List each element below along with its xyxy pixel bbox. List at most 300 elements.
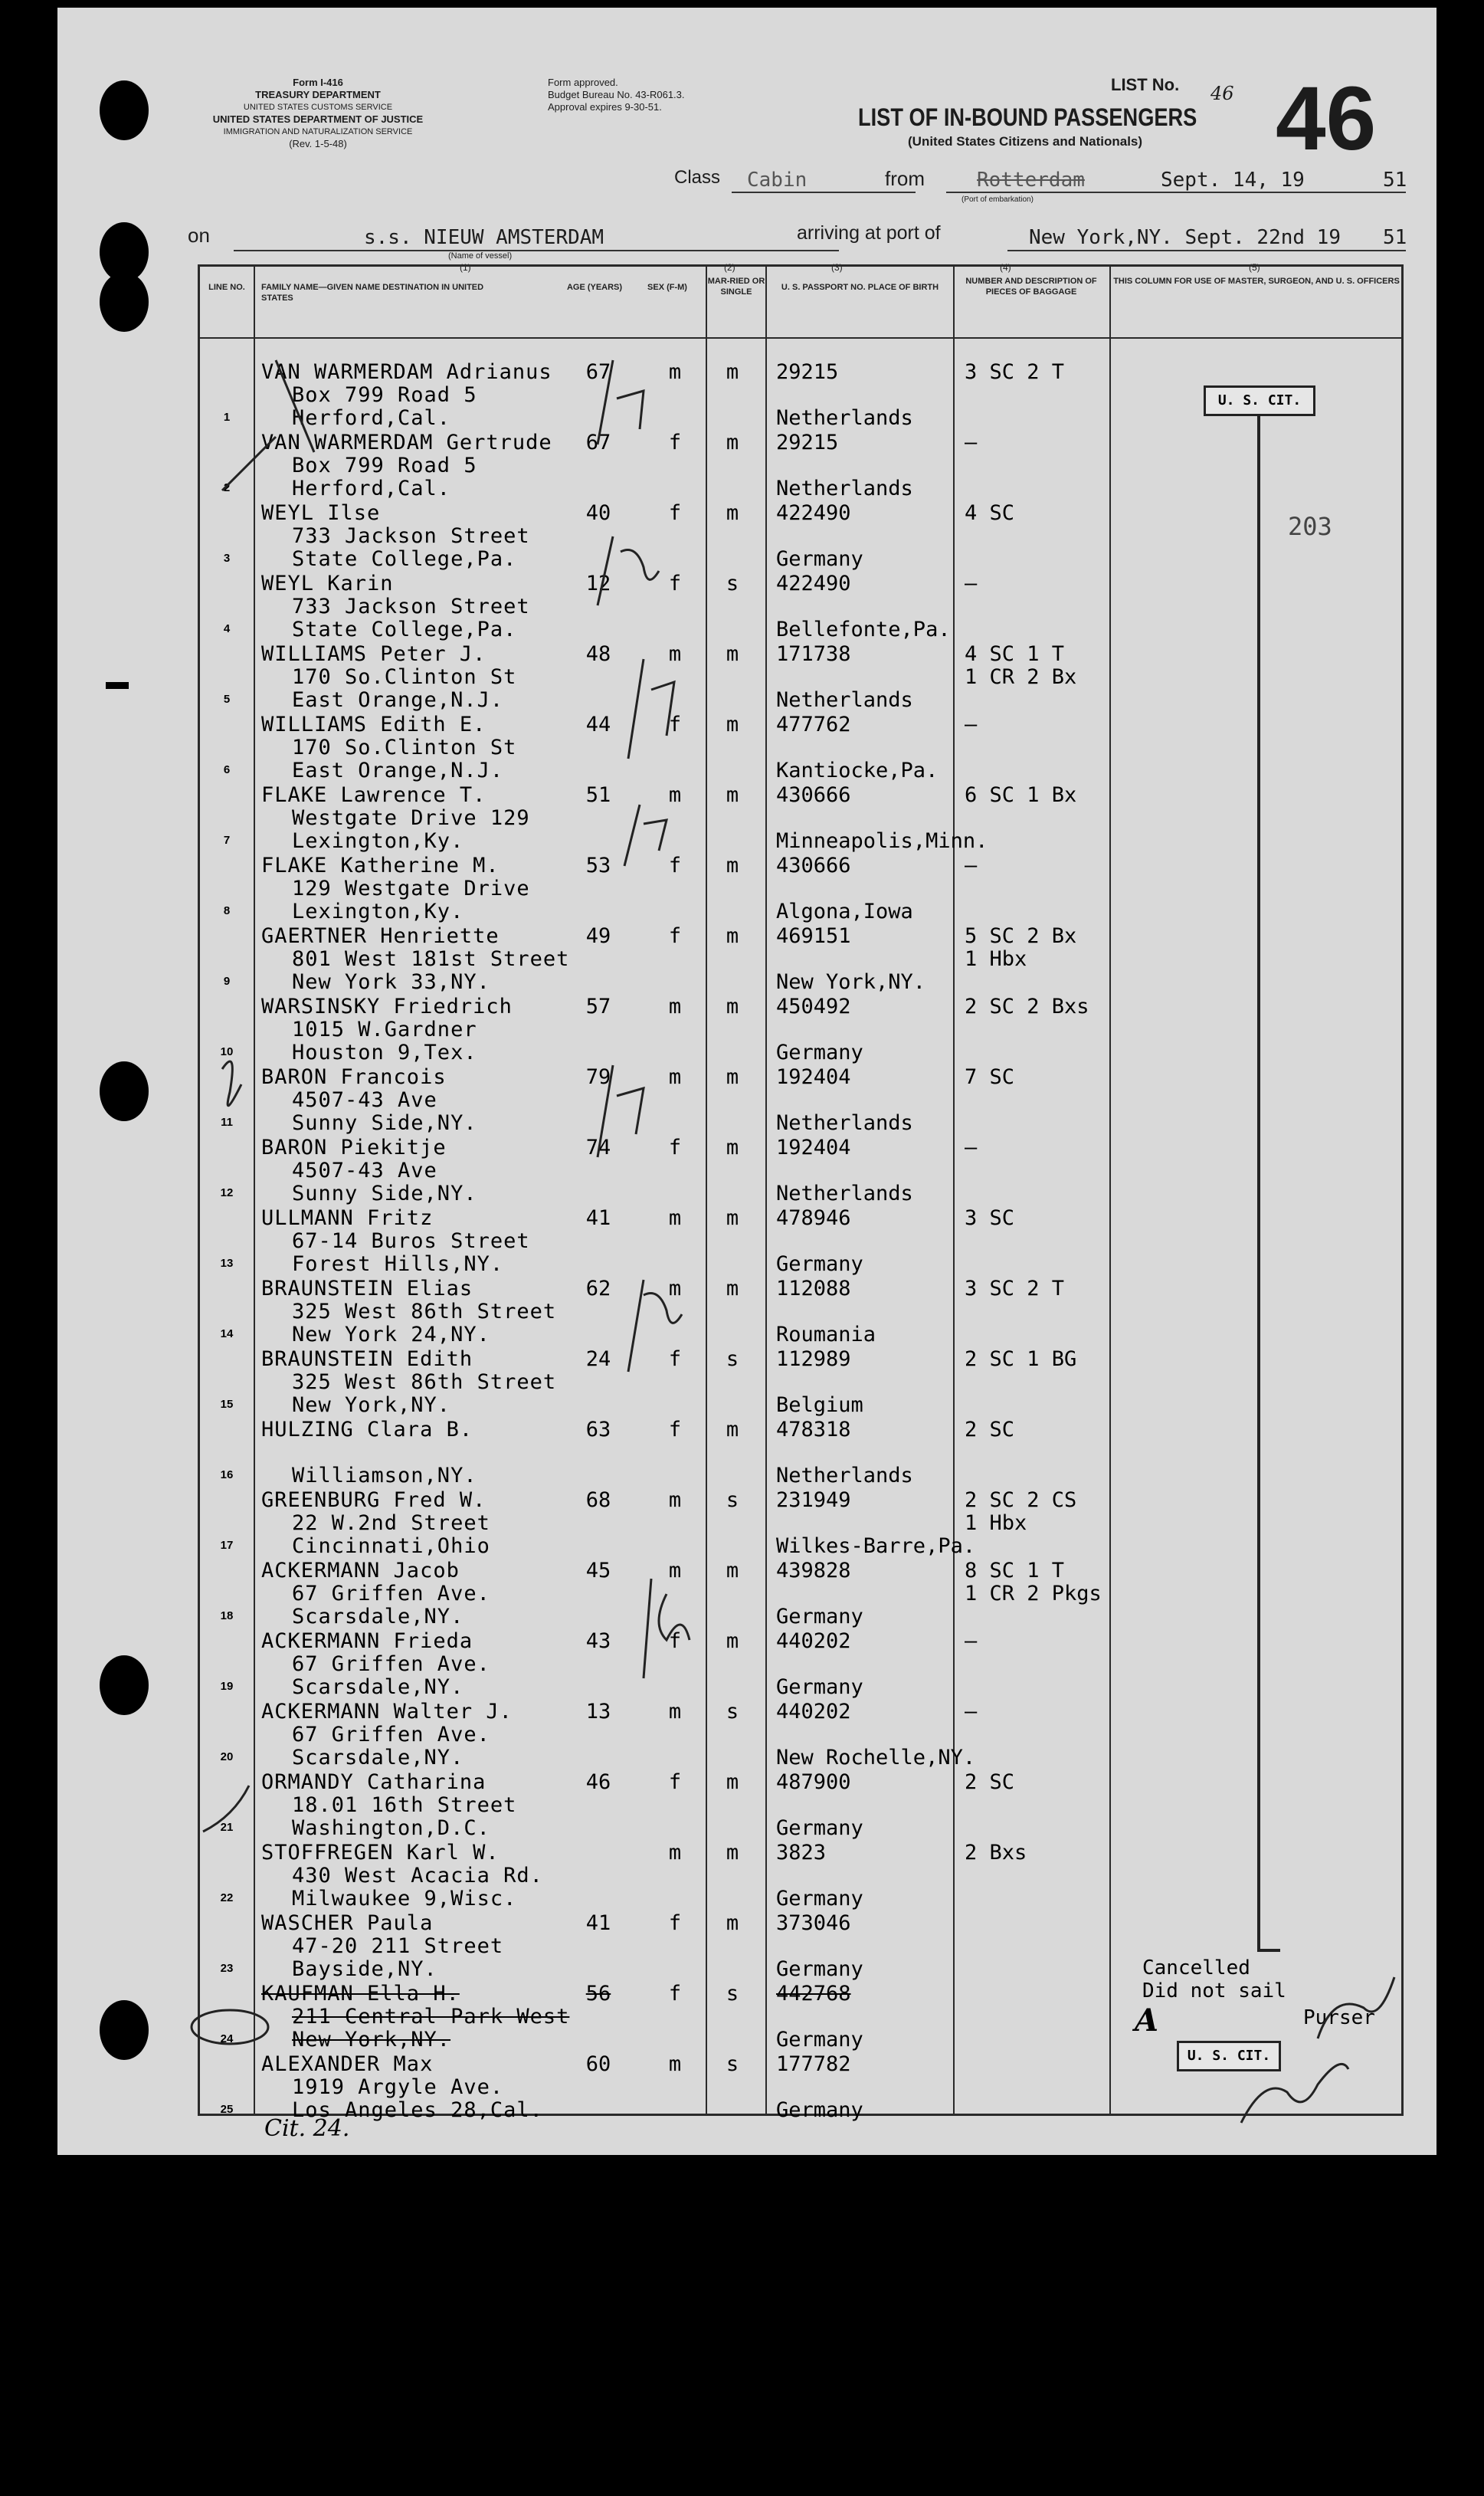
marital-cell: m (726, 1277, 739, 1300)
place-of-birth: Roumania (776, 1323, 876, 1346)
destination-city: Scarsdale,NY. (292, 1675, 464, 1699)
address-line: 733 Jackson Street (292, 524, 530, 548)
sex-cell: m (668, 1206, 682, 1230)
on-label: on (188, 224, 210, 247)
baggage-line: 2 SC (965, 1418, 1015, 1442)
sex-cell: m (668, 2052, 682, 2076)
age-cell: 12 (585, 572, 611, 595)
destination-city: State College,Pa. (292, 618, 517, 641)
col-header-officers: THIS COLUMN FOR USE OF MASTER, SURGEON, AND U. S. OFFICERS (1113, 277, 1400, 286)
marital-cell: m (726, 431, 739, 454)
marital-cell: m (726, 1065, 739, 1089)
place-of-birth: Kantiocke,Pa. (776, 759, 939, 782)
sex-cell: m (668, 783, 682, 807)
from-date: Sept. 14, 19 (1161, 169, 1305, 192)
officer-number: 203 (1288, 512, 1332, 541)
passenger-name: ALEXANDER Max (261, 2052, 434, 2076)
address-line: 67 Griffen Ave. (292, 1652, 490, 1676)
passenger-name: FLAKE Lawrence T. (261, 783, 486, 807)
passenger-name: VAN WARMERDAM Gertrude (261, 431, 552, 454)
citizen-count-note: Cit. 24. (264, 2115, 350, 2142)
passenger-name: WILLIAMS Peter J. (261, 642, 486, 666)
place-of-birth: Germany (776, 1041, 863, 1064)
destination-city: Williamson,NY. (292, 1464, 477, 1487)
sex-cell: f (668, 1629, 682, 1653)
baggage-line: — (965, 572, 978, 595)
destination-city: New York 33,NY. (292, 970, 490, 994)
age-cell: 74 (585, 1136, 611, 1159)
destination-city: New York,NY. (292, 1393, 451, 1417)
marital-cell: m (726, 783, 739, 807)
address-line: 47-20 211 Street (292, 1934, 504, 1958)
class-label: Class (674, 167, 721, 188)
col-num-1: (1) (460, 262, 471, 273)
baggage-line: 2 SC 1 BG (965, 1347, 1077, 1371)
passport-number: 478946 (776, 1206, 851, 1230)
baggage-line: 2 SC (965, 1770, 1015, 1794)
from-label: from (885, 167, 925, 190)
destination-city: Forest Hills,NY. (292, 1252, 504, 1276)
sex-cell: m (668, 1559, 682, 1583)
sex-cell: f (668, 501, 682, 525)
initials-mark (598, 1065, 644, 1157)
age-cell: 40 (585, 501, 611, 525)
line-number: 4 (223, 622, 231, 635)
line-number: 21 (220, 1821, 234, 1834)
signature-scribble (1241, 2064, 1348, 2123)
age-cell: 13 (585, 1700, 611, 1724)
passenger-name: GREENBURG Fred W. (261, 1488, 486, 1512)
marital-cell: m (726, 642, 739, 666)
ins-service: IMMIGRATION AND NATURALIZATION SERVICE (223, 127, 413, 136)
passport-number: 192404 (776, 1065, 851, 1089)
age-cell: 44 (585, 713, 611, 736)
address-line: 4507-43 Ave (292, 1159, 437, 1182)
passport-number: 478318 (776, 1418, 851, 1442)
passport-number: 29215 (776, 431, 839, 454)
passenger-name: HULZING Clara B. (261, 1418, 473, 1442)
passenger-name: ACKERMANN Walter J. (261, 1700, 513, 1724)
destination-city: New York 24,NY. (292, 1323, 490, 1346)
address-line: 170 So.Clinton St (292, 665, 517, 689)
passport-number: 442768 (776, 1982, 851, 2006)
place-of-birth: Germany (776, 2098, 863, 2122)
col-num-5: (5) (1249, 262, 1260, 273)
baggage-line: 6 SC 1 Bx (965, 783, 1077, 807)
list-no-label: LIST No. (1111, 75, 1180, 94)
age-cell: 57 (585, 995, 611, 1018)
destination-city: Herford,Cal. (292, 406, 451, 430)
marital-cell: m (726, 1206, 739, 1230)
marital-cell: m (726, 1418, 739, 1442)
place-of-birth: New Rochelle,NY. (776, 1746, 976, 1770)
baggage-line: 1 CR 2 Pkgs (965, 1582, 1102, 1606)
place-of-birth: Germany (776, 547, 863, 571)
sex-cell: m (668, 1488, 682, 1512)
line-number: 11 (221, 1116, 233, 1129)
age-cell: 60 (585, 2052, 611, 2076)
address-line: Westgate Drive 129 (292, 806, 530, 830)
destination-city: Milwaukee 9,Wisc. (292, 1887, 517, 1911)
age-cell: 63 (585, 1418, 611, 1442)
address-line: 325 West 86th Street (292, 1370, 557, 1394)
check-mark (222, 437, 276, 490)
line-number: 18 (220, 1609, 234, 1622)
destination-city: Scarsdale,NY. (292, 1746, 464, 1770)
col-header-name: FAMILY NAME—GIVEN NAME DESTINATION IN UNITED STATES (261, 283, 484, 303)
place-of-birth: Netherlands (776, 406, 913, 430)
destination-city: Sunny Side,NY. (292, 1182, 477, 1205)
passport-number: 373046 (776, 1911, 851, 1935)
marital-cell: m (726, 501, 739, 525)
sex-cell: m (668, 1277, 682, 1300)
age-cell: 67 (585, 431, 611, 454)
sex-cell: f (668, 1982, 682, 2006)
place-of-birth: Netherlands (776, 1111, 913, 1135)
age-cell: 56 (585, 1982, 611, 2006)
port-embarkation-caption: (Port of embarkation) (961, 195, 1034, 204)
initials-mark (598, 536, 659, 605)
place-of-birth: Wilkes-Barre,Pa. (776, 1534, 976, 1558)
form-approved: Form approved. (548, 77, 618, 88)
place-of-birth: Belgium (776, 1393, 863, 1417)
budget-bureau: Budget Bureau No. 43-R061.3. (548, 89, 685, 100)
passport-number: 440202 (776, 1629, 851, 1653)
line-number: 12 (220, 1186, 234, 1199)
col-header-line: LINE NO. (208, 283, 245, 292)
line-number: 7 (223, 834, 231, 847)
passport-number: 112989 (776, 1347, 851, 1371)
passenger-name: WILLIAMS Edith E. (261, 713, 486, 736)
place-of-birth: Netherlands (776, 477, 913, 500)
line-number: 5 (223, 693, 231, 706)
address-line: 67 Griffen Ave. (292, 1723, 490, 1747)
marital-cell: m (726, 1770, 739, 1794)
passenger-name: KAUFMAN Ella H. (261, 1982, 460, 2006)
passenger-name: WASCHER Paula (261, 1911, 434, 1935)
marital-cell: s (726, 1982, 739, 2006)
age-cell: 41 (585, 1911, 611, 1935)
sex-cell: f (668, 713, 682, 736)
marital-cell: m (726, 1559, 739, 1583)
address-line: 430 West Acacia Rd. (292, 1864, 543, 1888)
col-num-3: (3) (831, 262, 843, 273)
baggage-line: 2 Bxs (965, 1841, 1027, 1865)
sex-cell: f (668, 431, 682, 454)
passport-number: 422490 (776, 501, 851, 525)
us-cit-stamp-bottom: U. S. CIT. (1177, 2041, 1281, 2071)
passport-number: 192404 (776, 1136, 851, 1159)
marital-cell: s (726, 1347, 739, 1371)
marital-cell: m (726, 1841, 739, 1865)
check-mark (276, 360, 314, 452)
baggage-line: 5 SC 2 Bx (965, 924, 1077, 948)
initials-mark (624, 805, 667, 866)
age-cell: 41 (585, 1206, 611, 1230)
line-number: 17 (220, 1539, 234, 1552)
line-number: 22 (220, 1891, 234, 1904)
col-header-passport: U. S. PASSPORT NO. PLACE OF BIRTH (781, 283, 939, 292)
passport-number: 430666 (776, 854, 851, 877)
line-number: 16 (220, 1468, 234, 1481)
line-number: 24 (220, 2032, 234, 2045)
line-number: 8 (223, 904, 231, 917)
destination-city: Lexington,Ky. (292, 900, 464, 923)
sex-cell: f (668, 572, 682, 595)
age-cell: 62 (585, 1277, 611, 1300)
passenger-name: WARSINSKY Friedrich (261, 995, 513, 1018)
line-number: 20 (220, 1750, 234, 1763)
cu-mark (222, 1061, 241, 1106)
form-revision: (Rev. 1-5-48) (289, 138, 347, 149)
sex-cell: m (668, 1841, 682, 1865)
age-cell: 48 (585, 642, 611, 666)
passenger-name: FLAKE Katherine M. (261, 854, 500, 877)
passport-number: 439828 (776, 1559, 851, 1583)
age-cell: 68 (585, 1488, 611, 1512)
baggage-line: 4 SC (965, 501, 1015, 525)
baggage-line: 1 Hbx (965, 947, 1027, 971)
marital-cell: m (726, 924, 739, 948)
baggage-line: 2 SC 2 CS (965, 1488, 1077, 1512)
age-cell: 79 (585, 1065, 611, 1089)
baggage-line: 3 SC (965, 1206, 1015, 1230)
sex-cell: f (668, 1136, 682, 1159)
address-line: 4507-43 Ave (292, 1088, 437, 1112)
marital-cell: m (726, 1629, 739, 1653)
place-of-birth: Germany (776, 1252, 863, 1276)
col-header-married: MAR-RIED OR SINGLE (707, 277, 765, 297)
passport-number: 29215 (776, 360, 839, 384)
passenger-name: ULLMANN Fritz (261, 1206, 434, 1230)
passenger-name: ACKERMANN Jacob (261, 1559, 460, 1583)
class-value: Cabin (747, 169, 808, 192)
marital-cell: m (726, 360, 739, 384)
baggage-line: 1 CR 2 Bx (965, 665, 1077, 689)
arriving-label: arriving at port of (797, 222, 941, 244)
justice-dept: UNITED STATES DEPARTMENT OF JUSTICE (212, 113, 424, 125)
address-line: 67-14 Buros Street (292, 1229, 530, 1253)
arrival-year: 51 (1383, 226, 1407, 249)
place-of-birth: Germany (776, 1816, 863, 1840)
line-number: 15 (220, 1398, 234, 1411)
passenger-name: ACKERMANN Frieda (261, 1629, 473, 1653)
circle-mark (192, 2010, 268, 2044)
passport-number: 231949 (776, 1488, 851, 1512)
col-header-age: AGE (YEARS) (566, 283, 623, 292)
list-no-stamp: 46 (1276, 68, 1377, 169)
address-line: 801 West 181st Street (292, 947, 570, 971)
sex-cell: m (668, 642, 682, 666)
sex-cell: m (668, 1065, 682, 1089)
destination-city: Cincinnati,Ohio (292, 1534, 490, 1558)
baggage-line: 2 SC 2 Bxs (965, 995, 1089, 1018)
sex-cell: m (668, 1700, 682, 1724)
passenger-name: VAN WARMERDAM Adrianus (261, 360, 552, 384)
passport-number: 3823 (776, 1841, 827, 1865)
address-line: 170 So.Clinton St (292, 736, 517, 759)
destination-city: Herford,Cal. (292, 477, 451, 500)
baggage-line: — (965, 713, 978, 736)
age-cell: 43 (585, 1629, 611, 1653)
signature-scribble (1318, 1977, 1394, 2038)
marital-cell: m (726, 713, 739, 736)
address-line: 733 Jackson Street (292, 595, 530, 618)
line-number: 1 (223, 411, 231, 424)
from-port: Rotterdam (977, 169, 1085, 192)
did-not-sail-note: Did not sail (1142, 1979, 1286, 2002)
form-number: Form I-416 (293, 77, 343, 88)
age-cell: 67 (585, 360, 611, 384)
destination-city: New York,NY. (292, 2028, 451, 2052)
initials-mark (598, 360, 644, 444)
passport-number: 112088 (776, 1277, 851, 1300)
line-number: 13 (220, 1257, 234, 1270)
baggage-line: 4 SC 1 T (965, 642, 1065, 666)
approval-expiry: Approval expires 9-30-51. (548, 101, 662, 113)
place-of-birth: Netherlands (776, 1182, 913, 1205)
passenger-name: BRAUNSTEIN Edith (261, 1347, 473, 1371)
page-title: LIST OF IN-BOUND PASSENGERS (858, 103, 1197, 131)
passport-number: 477762 (776, 713, 851, 736)
sex-cell: m (668, 995, 682, 1018)
place-of-birth: Bellefonte,Pa. (776, 618, 951, 641)
sex-cell: f (668, 1418, 682, 1442)
address-line: 211 Central Park West (292, 2005, 570, 2029)
address-line: 325 West 86th Street (292, 1300, 557, 1323)
address-line: 129 Westgate Drive (292, 877, 530, 900)
baggage-line: 3 SC 2 T (965, 360, 1065, 384)
col-num-2: (2) (724, 262, 735, 273)
destination-city: Scarsdale,NY. (292, 1605, 464, 1628)
age-cell: 53 (585, 854, 611, 877)
place-of-birth: Germany (776, 1957, 863, 1981)
address-line: Box 799 Road 5 (292, 383, 477, 407)
line-number: 9 (223, 975, 231, 988)
passenger-name: BARON Piekitje (261, 1136, 447, 1159)
passport-number: 177782 (776, 2052, 851, 2076)
baggage-line: — (965, 854, 978, 877)
destination-city: Lexington,Ky. (292, 829, 464, 853)
treasury-dept: TREASURY DEPARTMENT (255, 89, 381, 100)
destination-city: East Orange,N.J. (292, 759, 504, 782)
place-of-birth: Algona,Iowa (776, 900, 913, 923)
passenger-name: GAERTNER Henriette (261, 924, 500, 948)
line-number: 2 (223, 481, 231, 494)
age-cell: 46 (585, 1770, 611, 1794)
marital-cell: s (726, 2052, 739, 2076)
address-line: 67 Griffen Ave. (292, 1582, 490, 1606)
passenger-name: ORMANDY Catharina (261, 1770, 486, 1794)
line-number: 10 (220, 1045, 234, 1058)
address-line: Box 799 Road 5 (292, 454, 477, 477)
initials-mark (628, 1280, 682, 1372)
place-of-birth: Germany (776, 1675, 863, 1699)
sex-cell: f (668, 854, 682, 877)
destination-city: Bayside,NY. (292, 1957, 437, 1981)
place-of-birth: Germany (776, 1887, 863, 1911)
line-number: 3 (223, 552, 231, 565)
sex-cell: f (668, 1347, 682, 1371)
col-header-sex: SEX (F-M) (647, 283, 687, 292)
line-number: 23 (220, 1962, 234, 1975)
age-cell: 45 (585, 1559, 611, 1583)
address-line: 1919 Argyle Ave. (292, 2075, 504, 2099)
destination-city: State College,Pa. (292, 547, 517, 571)
place-of-birth: Netherlands (776, 688, 913, 712)
passport-number: 487900 (776, 1770, 851, 1794)
line-number: 19 (220, 1680, 234, 1693)
address-line: 18.01 16th Street (292, 1793, 517, 1817)
passenger-name: WEYL Ilse (261, 501, 381, 525)
place-of-birth: Netherlands (776, 1464, 913, 1487)
passenger-name: STOFFREGEN Karl W. (261, 1841, 500, 1865)
circle-mark (203, 1786, 249, 1832)
destination-city: Washington,D.C. (292, 1816, 490, 1840)
from-year: 51 (1383, 169, 1407, 192)
place-of-birth: New York,NY. (776, 970, 926, 994)
us-cit-stamp-top: U. S. CIT. (1204, 385, 1315, 416)
passenger-name: BRAUNSTEIN Elias (261, 1277, 473, 1300)
baggage-line: 1 Hbx (965, 1511, 1027, 1535)
baggage-line: — (965, 1700, 978, 1724)
marital-cell: m (726, 995, 739, 1018)
purser-label: Purser (1303, 2006, 1375, 2029)
vessel-name: s.s. NIEUW AMSTERDAM (364, 226, 604, 249)
passport-number: 430666 (776, 783, 851, 807)
marital-cell: m (726, 1136, 739, 1159)
marital-cell: s (726, 1700, 739, 1724)
baggage-line: — (965, 431, 978, 454)
marital-cell: s (726, 1488, 739, 1512)
initials-mark (644, 1579, 690, 1678)
address-line: 22 W.2nd Street (292, 1511, 490, 1535)
destination-city: East Orange,N.J. (292, 688, 504, 712)
place-of-birth: Minneapolis,Minn. (776, 829, 988, 853)
sex-cell: f (668, 924, 682, 948)
age-cell: 24 (585, 1347, 611, 1371)
customs-service: UNITED STATES CUSTOMS SERVICE (243, 103, 393, 112)
line-number: 6 (223, 763, 231, 776)
sex-cell: m (668, 360, 682, 384)
passenger-name: WEYL Karin (261, 572, 394, 595)
destination-city: Sunny Side,NY. (292, 1111, 477, 1135)
sex-cell: f (668, 1770, 682, 1794)
place-of-birth: Germany (776, 2028, 863, 2052)
baggage-line: 7 SC (965, 1065, 1015, 1089)
line-number: 14 (220, 1327, 234, 1340)
list-no-handwritten: 46 (1210, 83, 1234, 104)
age-cell: 51 (585, 783, 611, 807)
purser-signature: A (1135, 2002, 1159, 2038)
passport-number: 450492 (776, 995, 851, 1018)
destination-city: Los Angeles 28,Cal. (292, 2098, 543, 2122)
marital-cell: m (726, 854, 739, 877)
destination-city: Houston 9,Tex. (292, 1041, 477, 1064)
baggage-line: 3 SC 2 T (965, 1277, 1065, 1300)
marital-cell: s (726, 572, 739, 595)
age-cell: 49 (585, 924, 611, 948)
passport-number: 440202 (776, 1700, 851, 1724)
cancelled-note: Cancelled (1142, 1956, 1250, 1979)
line-number: 25 (220, 2103, 234, 2116)
passport-number: 469151 (776, 924, 851, 948)
page-subtitle: (United States Citizens and Nationals) (908, 134, 1143, 149)
place-of-birth: Germany (776, 1605, 863, 1628)
sex-cell: f (668, 1911, 682, 1935)
marital-cell: m (726, 1911, 739, 1935)
baggage-line: — (965, 1629, 978, 1653)
